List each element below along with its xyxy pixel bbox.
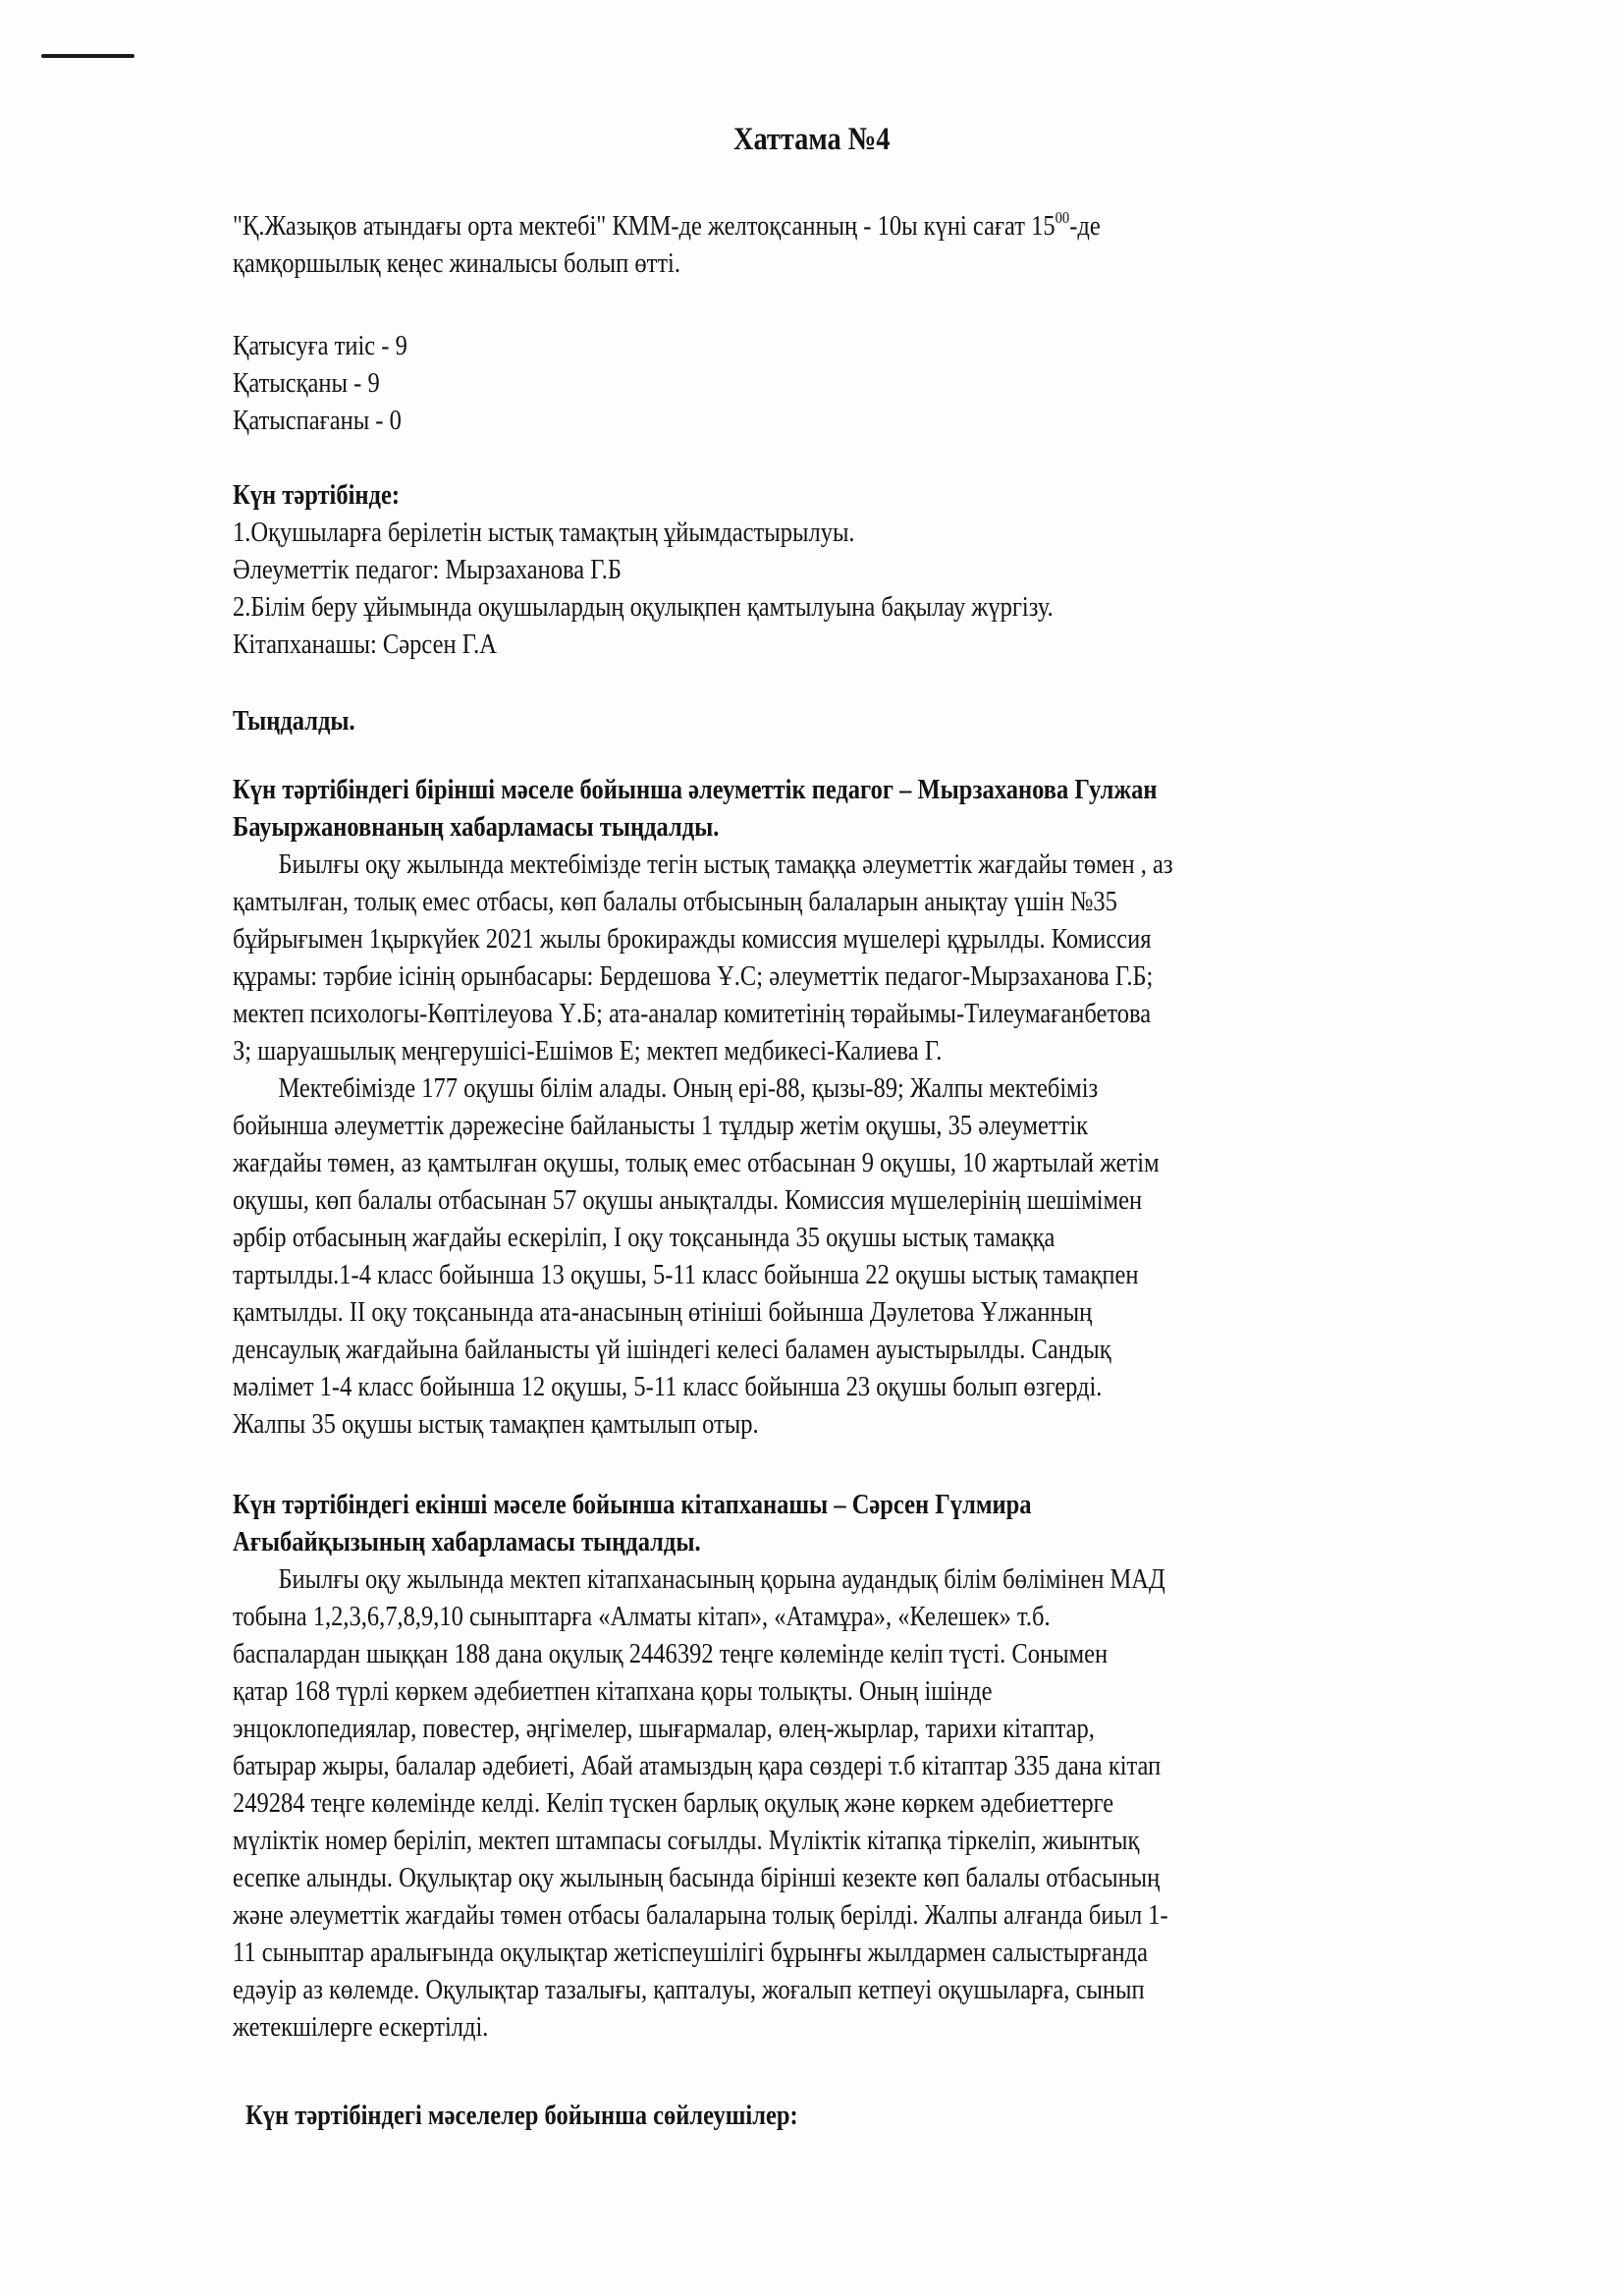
scan-mark: [41, 54, 135, 58]
title-text: Хаттама №4: [733, 122, 891, 157]
section-1-line: З; шаруашылық меңгерушісі-Ешімов Е; мектеп медбикесі-Калиева Г.: [233, 1036, 943, 1066]
document-title: [0, 120, 1624, 159]
section-2-heading: Күн тәртібіндегі екінші мәселе бойынша кітапханашы – Сәрсен Гүлмира: [233, 1490, 1032, 1520]
agenda-item: 2.Білім беру ұйымында оқушылардың оқулықпен қамтылуына бақылау жүргізу.: [233, 592, 1054, 623]
section-1-line: тартылды.1-4 класс бойынша 13 оқушы, 5-11 класс бойынша 22 оқушы ыстық тамақпен: [233, 1260, 1139, 1290]
intro-line-2: қамқоршылық кеңес жиналысы болып өтті.: [233, 248, 680, 279]
speakers-heading: [245, 2098, 1542, 2135]
intro-line-1: [233, 208, 1529, 246]
time-superscript: 00: [1055, 208, 1070, 227]
section-1-heading: Бауыржановнаның хабарламасы тыңдалды.: [233, 812, 720, 843]
agenda-item: Кітапханашы: Сәрсен Г.А: [233, 629, 497, 660]
listened-text: Тыңдалды.: [233, 706, 355, 737]
section-1-line: қамтылды. II оқу тоқсанында ата-анасының өтініші бойынша Дәулетова Ұлжанның: [233, 1297, 1093, 1328]
agenda-heading: Күн тәртібінде:: [233, 480, 400, 511]
speakers-text: Күн тәртібіндегі мәселелер бойынша сөйлеушілер:: [245, 2101, 798, 2131]
section-2-line: есепке алынды. Оқулықтар оқу жылының басында бірінші кезекте көп балалы отбасының: [233, 1863, 1161, 1893]
section-2-line: және әлеуметтік жағдайы төмен отбасы балаларына толық берілді. Жалпы алғанда биыл 1-: [233, 1900, 1168, 1931]
attendance-expected: Қатысуға тиіс - 9: [233, 331, 407, 361]
section-2-line: қатар 168 түрлі көркем әдебиетпен кітапхана қоры толықты. Оның ішінде: [233, 1676, 993, 1707]
section-1-line: бойынша әлеуметтік дәрежесіне байланысты 1 тұлдыр жетім оқушы, 35 әлеуметтік: [233, 1111, 1089, 1141]
section-2-line: 249284 теңге көлемінде келді. Келіп түскен барлық оқулық және көркем әдебиеттерге: [233, 1788, 1114, 1819]
section-1-line: құрамы: тәрбие ісінің орынбасары: Бердешова Ұ.С; әлеуметтік педагог-Мырзаханова Г.Б;: [233, 961, 1154, 992]
attendance-list: [233, 328, 1529, 440]
section-2-line: мүліктік номер беріліп, мектеп штампасы соғылды. Мүліктік кітапқа тіркеліп, жиынтық: [233, 1826, 1140, 1856]
section-1-heading: Күн тәртібіндегі бірінші мәселе бойынша әлеуметтік педагог – Мырзаханова Гулжан: [233, 775, 1158, 805]
intro-suffix: -де: [1069, 211, 1101, 242]
section-2-line: 11 сыныптар аралығында оқулықтар жетіспеушілігі бұрынғы жылдармен салыстырғанда: [233, 1938, 1148, 1968]
section-1-line: әрбір отбасының жағдайы ескеріліп, I оқу тоқсанында 35 оқушы ыстық тамаққа: [233, 1223, 1056, 1253]
section-2-heading: Ағыбайқызының хабарламасы тыңдалды.: [233, 1527, 701, 1558]
section-1-line: мектеп психологы-Көптілеуова Ү.Б; ата-аналар комитетінің төрайымы-Тилеумағанбетова: [233, 999, 1152, 1029]
intro-paragraph: [233, 208, 1529, 283]
section-2-line: батырар жыры, балалар әдебиеті, Абай атамыздың қара сөздері т.б кітаптар 335 дана кітап: [233, 1751, 1162, 1781]
section-1-line: денсаулық жағдайына байланысты үй ішіндегі келесі баламен ауыстырылды. Сандық: [233, 1335, 1111, 1365]
section-1-line: бұйрығымен 1қыркүйек 2021 жылы брокиражды комиссия мүшелері құрылды. Комиссия: [233, 924, 1152, 955]
agenda: [233, 477, 1529, 664]
section-1-line: Жалпы 35 оқушы ыстық тамақпен қамтылып отыр.: [233, 1409, 759, 1440]
listened-heading: [233, 703, 1529, 740]
intro-text: "Қ.Жазықов атындағы орта мектебі" КММ-де желтоқсанның - 10ы күні сағат 15: [233, 211, 1056, 242]
section-1-line: Биылғы оқу жылында мектебімізде тегін ыстық тамаққа әлеуметтік жағдайы төмен , аз: [278, 849, 1173, 880]
section-1-line: Мектебімізде 177 оқушы білім алады. Оның ері-88, қызы-89; Жалпы мектебіміз: [278, 1073, 1099, 1104]
section-2-line: тобына 1,2,3,6,7,8,9,10 сыныптарға «Алматы кітап», «Атамұра», «Келешек» т.б.: [233, 1602, 1051, 1632]
agenda-item: 1.Оқушыларға берілетін ыстық тамақтың ұйымдастырылуы.: [233, 518, 855, 548]
section-1-line: қамтылған, толық емес отбасы, көп балалы отбысының балаларын анықтау үшін №35: [233, 887, 1117, 917]
section-1: [233, 772, 1529, 1444]
section-2: [233, 1487, 1529, 2047]
attendance-present: Қатысқаны - 9: [233, 368, 380, 399]
attendance-absent: Қатыспағаны - 0: [233, 406, 402, 436]
agenda-item: Әлеуметтік педагог: Мырзаханова Г.Б: [233, 555, 622, 585]
section-1-line: оқушы, көп балалы отбасынан 57 оқушы анықталды. Комиссия мүшелерінің шешімімен: [233, 1185, 1143, 1216]
section-2-line: энцоклопедиялар, повестер, әңгімелер, шығармалар, өлең-жырлар, тарихи кітаптар,: [233, 1714, 1095, 1744]
section-2-line: Биылғы оқу жылында мектеп кітапханасының қорына аудандық білім бөлімінен МАД: [278, 1564, 1165, 1595]
section-1-line: жағдайы төмен, аз қамтылған оқушы, толық емес отбасынан 9 оқушы, 10 жартылай жетім: [233, 1148, 1160, 1178]
section-1-line: мәлімет 1-4 класс бойынша 12 оқушы, 5-11 класс бойынша 23 оқушы болып өзгерді.: [233, 1372, 1103, 1402]
section-2-line: едәуір аз көлемде. Оқулықтар тазалығы, қапталуы, жоғалып кетпеуі оқушыларға, сынып: [233, 1975, 1145, 2005]
section-2-line: жетекшілерге ескертілді.: [233, 2012, 489, 2043]
section-2-line: баспалардан шыққан 188 дана оқулық 2446392 теңге көлемінде келіп түсті. Сонымен: [233, 1639, 1109, 1669]
